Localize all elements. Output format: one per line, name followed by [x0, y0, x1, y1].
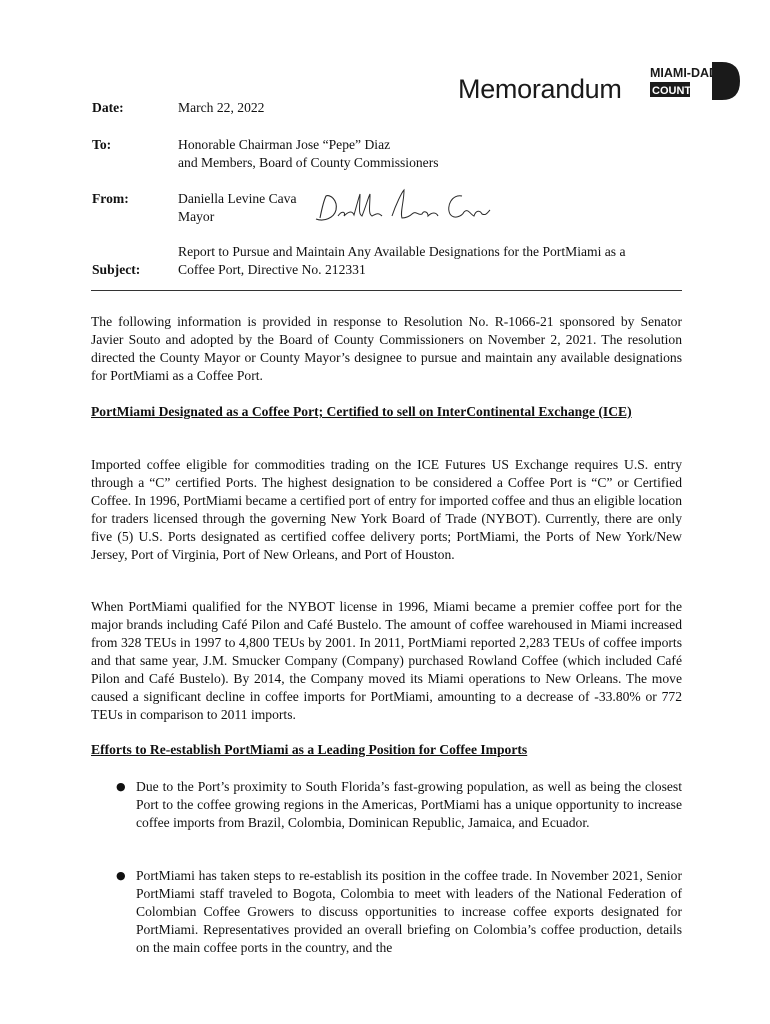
miami-dade-logo: [650, 60, 740, 102]
paragraph-ice-certification: Imported coffee eligible for commodities trading on the ICE Futures US Exchange requires U.S. entry through a “C” certified Ports. The highest designation to be considered a Coffee Port is “C” or Certified Coffee. In 1996, PortMiami became a certified port of entry for imported coffee and thus an eligible location for traders licensed through the governing New York Board of Trade (NYBOT). Currently, there are only five (5) U.S. Ports designated as certified coffee delivery ports; PortMiami, the Ports of New York/New Jersey, Port of Virginia, Port of New Orleans, and Port of Houston.: [91, 457, 683, 562]
section-heading-coffee-port: PortMiami Designated as a Coffee Port; Certified to sell on InterContinental Exchange (ICE): [91, 404, 632, 419]
logo-line2: COUNTY: [652, 85, 699, 97]
subject-line-2: Coffee Port, Directive No. 212331: [178, 262, 366, 277]
bullet-marker: ●: [116, 780, 126, 793]
date-value: March 22, 2022: [178, 100, 265, 115]
bullet-marker: ●: [116, 869, 126, 882]
to-line-1: Honorable Chairman Jose “Pepe” Diaz: [178, 137, 391, 152]
date-label: Date:: [92, 100, 124, 115]
from-line-1: Daniella Levine Cava: [178, 191, 297, 206]
mayor-signature: [312, 186, 492, 230]
from-line-2: Mayor: [178, 209, 215, 224]
logo-line1: MIAMI-DADE: [650, 66, 727, 80]
bullet-item-colombia-trip: PortMiami has taken steps to re-establish its position in the coffee trade. In November 2021, Senior PortMiami staff traveled to Bogota, Colombia to meet with leaders of the National Federation of Colombian Coffee Growers to discuss opportunities to increase coffee exports designated for PortMiami. Representatives provided an overall briefing on Colombia’s coffee production, details on the main coffee ports in the country, and the: [136, 868, 682, 955]
subject-line-1: Report to Pursue and Maintain Any Available Designations for the PortMiami as a: [178, 244, 626, 259]
from-label: From:: [92, 191, 129, 206]
to-line-2: and Members, Board of County Commissioners: [178, 155, 439, 170]
subject-label: Subject:: [92, 262, 141, 277]
section-heading-efforts: Efforts to Re-establish PortMiami as a Leading Position for Coffee Imports: [91, 742, 528, 757]
to-label: To:: [92, 137, 112, 152]
memo-title: Memorandum: [458, 74, 622, 104]
header-divider: [91, 290, 682, 291]
paragraph-nybot-history: When PortMiami qualified for the NYBOT license in 1996, Miami became a premier coffee port for the major brands including Café Pilon and Café Bustelo. The amount of coffee warehoused in Miami increased from 328 TEUs in 1997 to 4,800 TEUs by 2001. In 2011, PortMiami reported 2,283 TEUs of coffee imports and that same year, J.M. Smucker Company (Company) purchased Rowland Coffee (which included Café Pilon and Café Bustelo). By 2014, the Company moved its Miami operations to New Orleans. The move caused a significant decline in coffee imports for PortMiami, amounting to a decrease of -33.80% or 772 TEUs in comparison to 2011 imports.: [91, 599, 682, 722]
bullet-item-proximity: Due to the Port’s proximity to South Florida’s fast-growing population, as well as being the closest Port to the coffee growing regions in the Americas, PortMiami has a unique opportunity to increase coffee imports from Brazil, Colombia, Dominican Republic, Jamaica, and Ecuador.: [136, 779, 682, 830]
intro-paragraph: The following information is provided in response to Resolution No. R-1066-21 sponsored by Senator Javier Souto and adopted by the Board of County Commissioners on November 2, 2021. The resolution directed the County Mayor or County Mayor’s designee to pursue and maintain any available designations for PortMiami as a Coffee Port.: [91, 314, 682, 383]
